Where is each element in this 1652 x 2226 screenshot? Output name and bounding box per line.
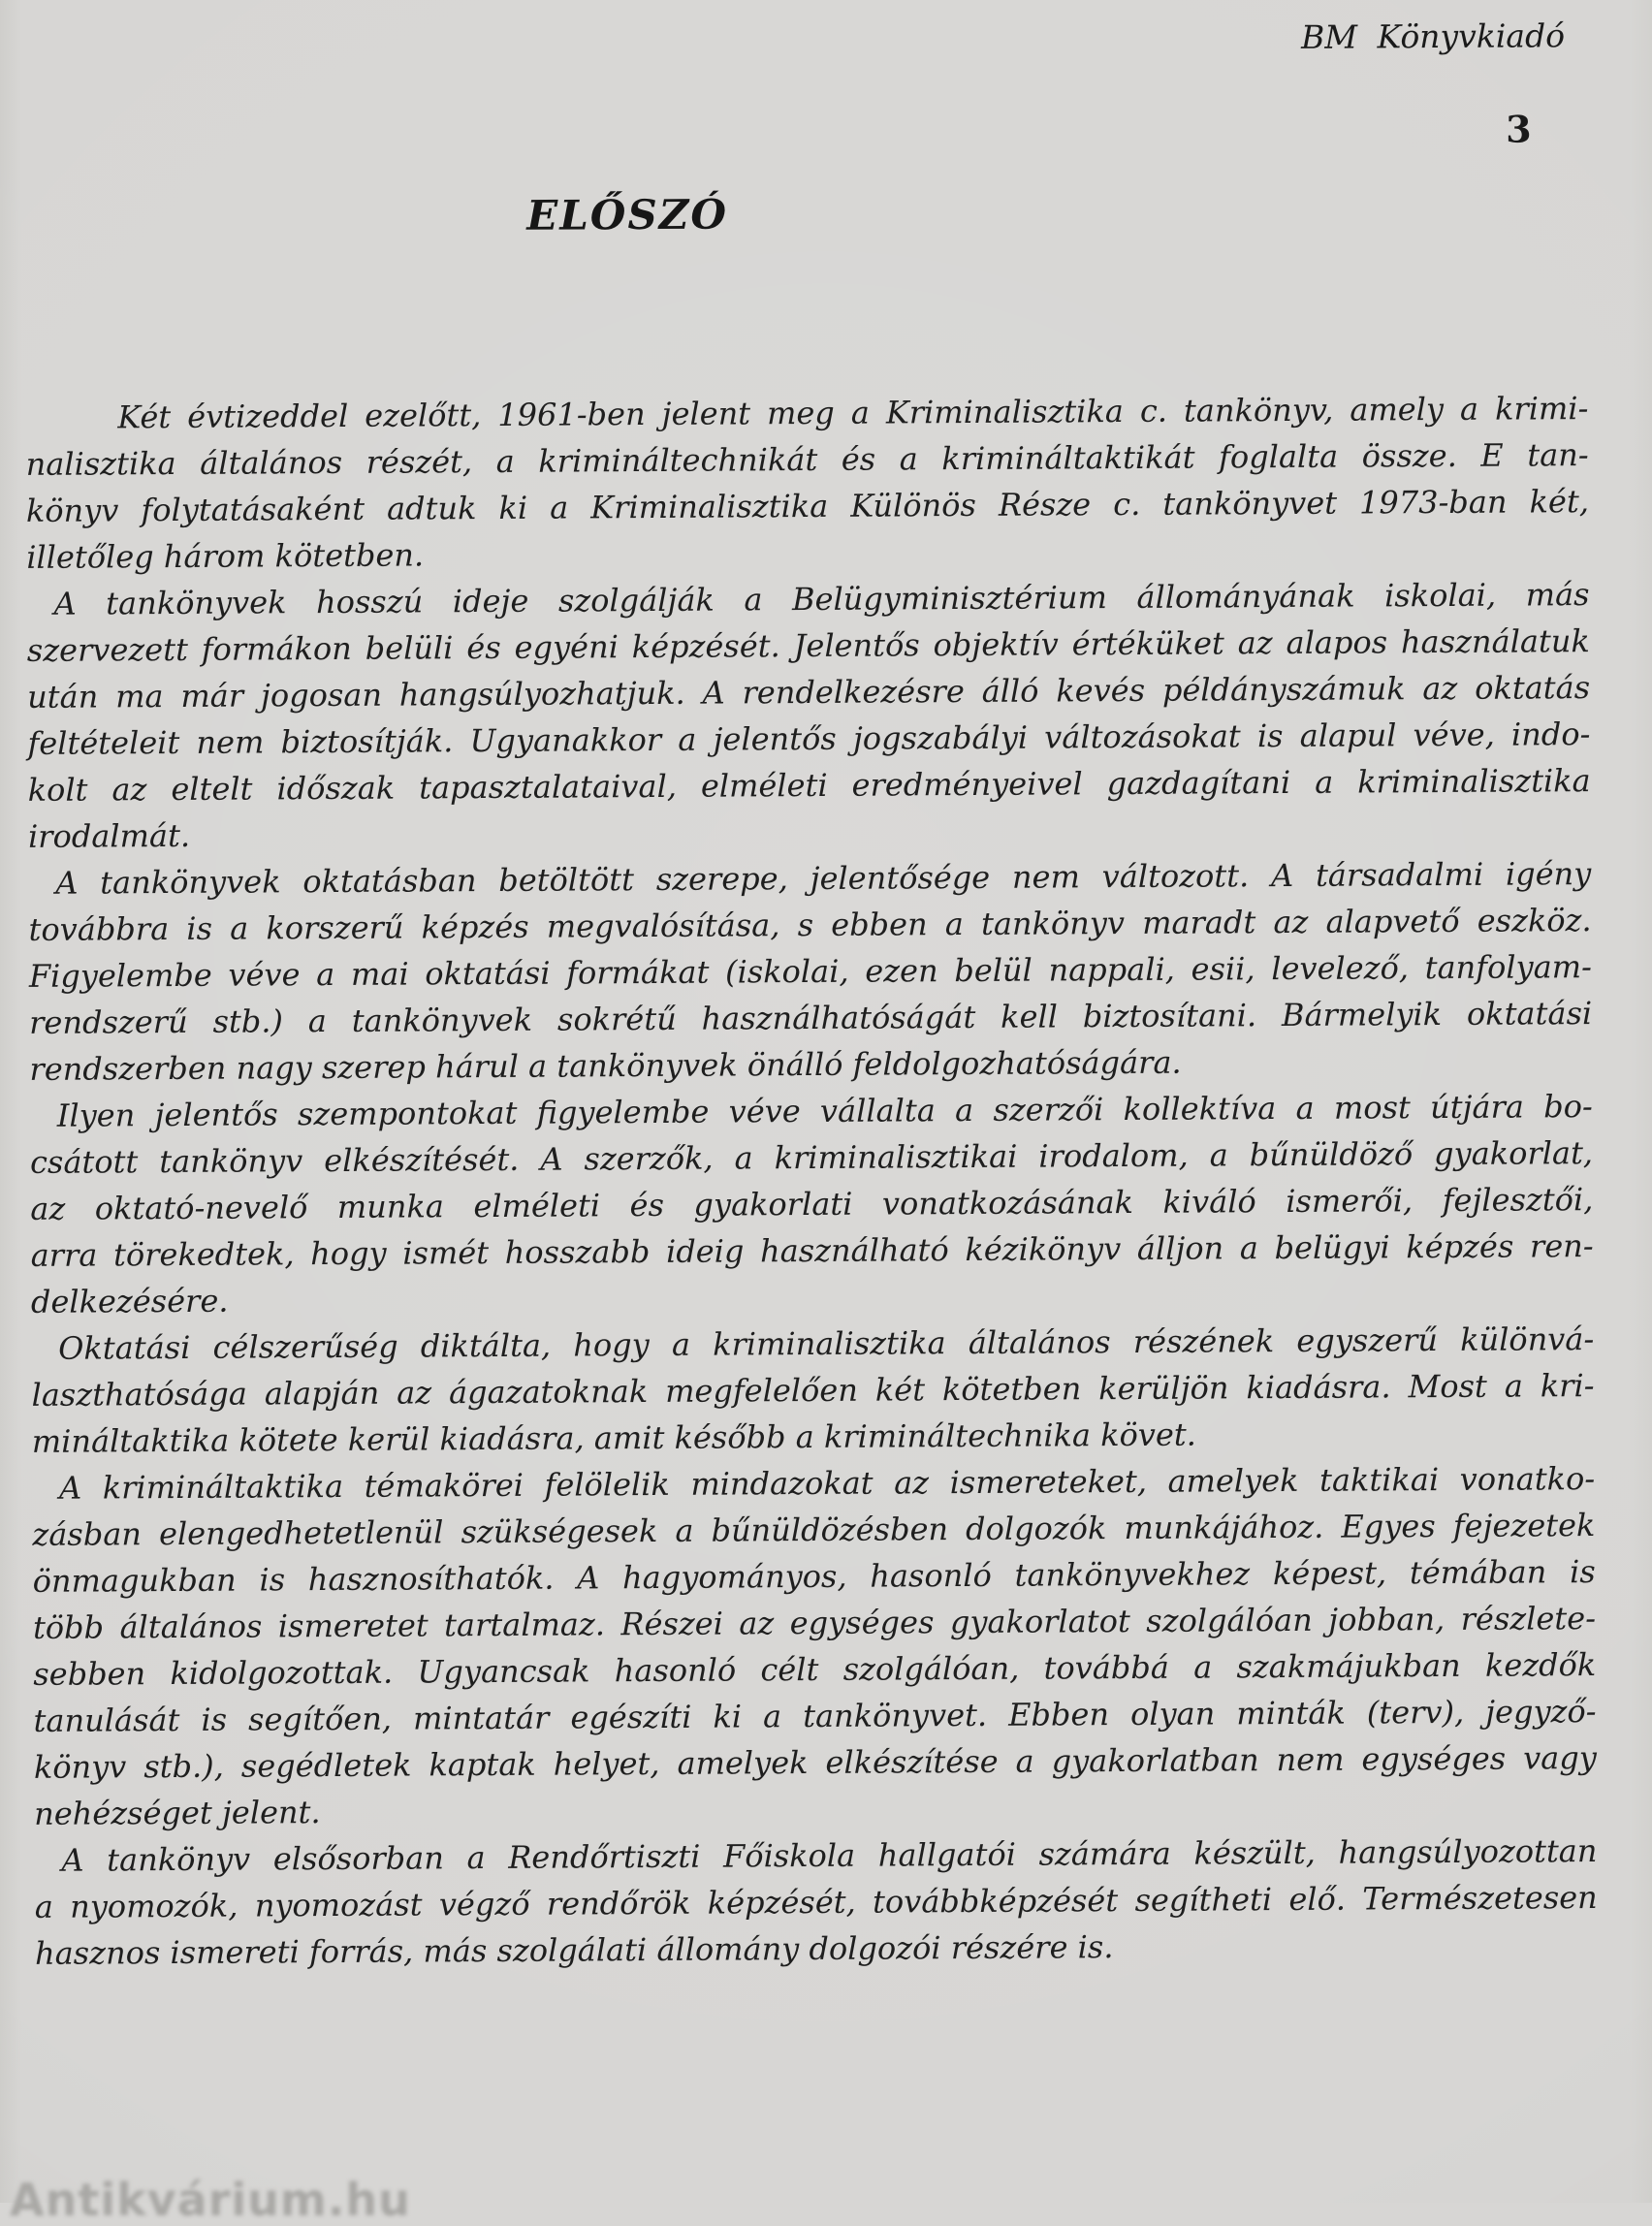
page-number: 3 [1505, 107, 1532, 151]
text-line: az oktató-nevelő munka elméleti és gyakorlati vonatkozásának kiváló ismerői, fejlesztői, [30, 1181, 1594, 1227]
text-line: hasznos ismereti forrás, más szolgálati állomány dolgozói részére is. [34, 1928, 1114, 1972]
paragraph [28, 850, 1592, 1093]
text-line: laszthatósága alapján az ágazatoknak megfelelően két kötetben kerüljön kiadásra. Most a kri- [31, 1367, 1595, 1414]
preface-text [25, 385, 1598, 1977]
text-line: A tankönyvek hosszú ideje szolgálják a Belügyminisztérium állományának iskolai, más [53, 576, 1590, 622]
paragraph [31, 1316, 1595, 1465]
text-line: csátott tankönyv elkészítését. A szerzők, a kriminalisztikai irodalom, a bűnüldöző gyakorlat, [29, 1134, 1594, 1181]
text-line: A tankönyv elsősorban a Rendőrtiszti Főiskola hallgatói számára készült, hangsúlyozottan [61, 1832, 1598, 1879]
paragraph [26, 571, 1591, 860]
text-line: kolt az eltelt időszak tapasztalataival, elméleti eredményeivel gazdagítani a kriminalisztika [27, 762, 1591, 809]
text-line: Oktatási célszerűség diktálta, hogy a kriminalisztika általános részének egyszerű különvá- [58, 1320, 1595, 1367]
paragraph [25, 385, 1589, 581]
paragraph [30, 1083, 1594, 1325]
text-line: arra törekedtek, hogy ismét hosszabb ideig használható kézikönyv álljon a belügyi képzés ren- [30, 1227, 1594, 1274]
text-line: rendszerben nagy szerep hárul a tankönyvek önálló feldolgozhatóságára. [29, 1043, 1182, 1088]
text-line: nalisztika általános részét, a krimináltechnikát és a krimináltaktikát foglalta össze. E tan- [25, 436, 1589, 483]
publisher-signature: BM Könyvkiadó [1300, 16, 1566, 56]
text-line: zásban elengedhetetlenül szükségesek a bűnüldözésben dolgozók munkájához. Egyes fejezetek [32, 1507, 1596, 1553]
text-line: illetőleg három kötetben. [26, 536, 425, 576]
text-line: önmagukban is hasznosíthatók. A hagyományos, hasonló tankönyvekhez képest, témában is [32, 1553, 1596, 1600]
watermark-text: Antikvárium.hu [10, 2174, 411, 2226]
text-line: Ilyen jelentős szempontokat figyelembe véve vállalta a szerzői kollektíva a most útjára bo- [56, 1088, 1593, 1134]
text-line: Két évtizeddel ezelőtt, 1961-ben jelent meg a Kriminalisztika c. tankönyv, amely a krimi- [117, 390, 1589, 436]
text-line: könyv folytatásaként adtuk ki a Kriminalisztika Különös Része c. tankönyvet 1973-ban két, [25, 483, 1590, 529]
text-line: nehézséget jelent. [34, 1794, 321, 1832]
text-line: delkezésére. [30, 1282, 229, 1320]
text-line: A tankönyvek oktatásban betöltött szerepe, jelentősége nem változott. A társadalmi igény [55, 855, 1592, 902]
text-line: rendszerű stb.) a tankönyvek sokrétű használhatóságát kell biztosítani. Bármelyik oktatási [29, 995, 1593, 1041]
text-line: mináltaktika kötete kerül kiadásra, amit később a krimináltechnika követ. [31, 1415, 1196, 1460]
paragraph [32, 1455, 1597, 1837]
text-line: több általános ismeretet tartalmaz. Részei az egységes gyakorlatot szolgálóan jobban, részlete- [32, 1600, 1597, 1646]
text-line: könyv stb.), segédletek kaptak helyet, amelyek elkészítése a gyakorlatban nem egységes vagy [33, 1739, 1597, 1786]
paragraph [34, 1828, 1598, 1977]
text-line: irodalmát. [27, 816, 191, 855]
page-title: ELŐSZÓ [526, 190, 729, 239]
text-line: után ma már jogosan hangsúlyozhatjuk. A rendelkezésre álló kevés példányszámuk az oktatás [27, 669, 1591, 716]
text-line: Figyelembe véve a mai oktatási formákat (iskolai, ezen belül nappali, esii, levelező, tanfolyam- [28, 948, 1592, 995]
page-content [23, 0, 1600, 2208]
text-line: feltételeit nem biztosítják. Ugyanakkor a jelentős jogszabályi változásokat is alapul véve, indo- [27, 716, 1591, 762]
text-line: A krimináltaktika témakörei felölelik mindazokat az ismereteket, amelyek taktikai vonatko- [58, 1460, 1596, 1507]
text-line: a nyomozók, nyomozást végző rendőrök képzését, továbbképzését segítheti elő. Természetesen [34, 1879, 1598, 1925]
text-line: továbbra is a korszerű képzés megvalósítása, s ebben a tankönyv maradt az alapvető eszköz. [28, 902, 1592, 948]
text-line: tanulását is segítően, mintatár egészíti ki a tankönyvet. Ebben olyan minták (terv), jegyző- [33, 1693, 1597, 1739]
text-line: sebben kidolgozottak. Ugyancsak hasonló célt szolgálóan, továbbá a szakmájukban kezdők [33, 1646, 1597, 1693]
text-line: szervezett formákon belüli és egyéni képzését. Jelentős objektív értéküket az alapos használatuk [26, 622, 1590, 669]
